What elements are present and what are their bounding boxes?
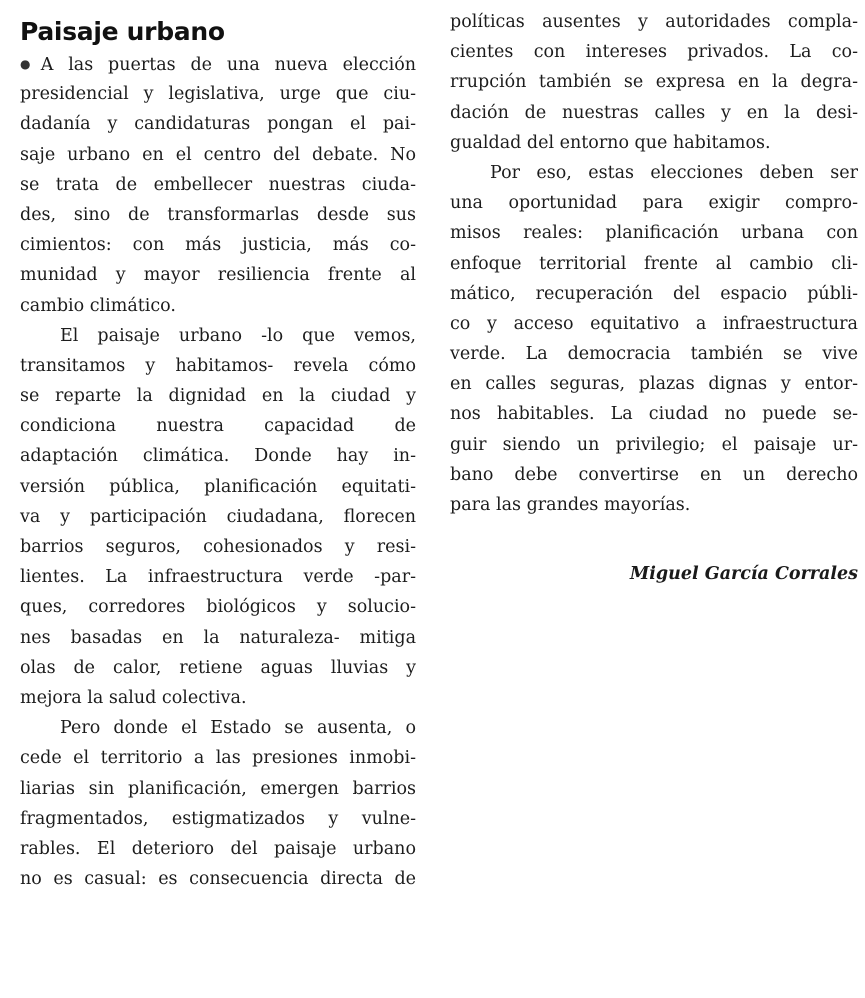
right-column: [450, 0, 858, 584]
text-line: ●A las puertas de una nueva elección: [20, 55, 416, 75]
text-line: liarias sin planificación, emergen barrios: [20, 778, 416, 799]
text-line: políticas ausentes y autoridades compla-: [450, 12, 858, 32]
text-line: transitamos y habitamos- revela cómo: [20, 355, 416, 376]
text-line: presidencial y legislativa, urge que ciu-: [20, 84, 416, 105]
text-line: una oportunidad para exigir compro-: [450, 193, 858, 214]
text-line: dadanía y candidaturas pongan el pai-: [20, 114, 416, 135]
text-line: mático, recuperación del espacio públi-: [450, 283, 858, 304]
text-line: El paisaje urbano -lo que vemos,: [60, 325, 416, 346]
text-line: va y participación ciudadana, florecen: [20, 506, 416, 527]
text-line: versión pública, planificación equitati-: [20, 476, 416, 497]
text-line: adaptación climática. Donde hay in-: [20, 446, 416, 467]
text-line: guir siendo un privilegio; el paisaje ur-: [450, 434, 858, 455]
left-column: [20, 0, 416, 894]
text-line: barrios seguros, cohesionados y resi-: [20, 537, 416, 557]
text-line: bano debe convertirse en un derecho: [450, 464, 858, 485]
text-line: rables. El deterioro del paisaje urbano: [20, 838, 416, 859]
text-line: fragmentados, estigmatizados y vulne-: [20, 808, 416, 829]
text-line: co y acceso equitativo a infraestructura: [450, 313, 858, 334]
text-line: cede el territorio a las presiones inmobi-: [20, 748, 416, 769]
text-line: misos reales: planificación urbana con: [450, 223, 858, 244]
text-line: dación de nuestras calles y en la desi-: [450, 102, 858, 123]
text-line: condiciona nuestra capacidad de: [20, 416, 416, 437]
text-line: cimientos: con más justicia, más co-: [20, 235, 416, 256]
text-line: munidad y mayor resiliencia frente al: [20, 265, 416, 286]
text-line: para las grandes mayorías.: [450, 495, 691, 515]
bullet-icon: ●: [20, 57, 40, 71]
text-line: saje urbano en el centro del debate. No: [20, 144, 416, 165]
text-line: cientes con intereses privados. La co-: [450, 42, 858, 63]
text-line: se reparte la dignidad en la ciudad y: [20, 386, 416, 407]
text-line: lientes. La infraestructura verde -par-: [20, 567, 416, 588]
text-line: enfoque territorial frente al cambio cli-: [450, 253, 858, 274]
text-line: nes basadas en la naturaleza- mitiga: [20, 627, 416, 648]
text-line: des, sino de transformarlas desde sus: [20, 204, 416, 225]
text-line: mejora la salud colectiva.: [20, 687, 247, 708]
text-line: verde. La democracia también se vive: [450, 344, 858, 365]
text-line: no es casual: es consecuencia directa de: [20, 869, 416, 890]
text-line: Por eso, estas elecciones deben ser: [490, 162, 858, 183]
text-line: en calles seguras, plazas dignas y entor-: [450, 374, 858, 395]
author-signature: Miguel García Corrales: [629, 564, 858, 585]
text-line: ques, corredores biológicos y solucio-: [20, 597, 416, 618]
text-line: gualdad del entorno que habitamos.: [450, 132, 771, 153]
text-line: se trata de embellecer nuestras ciuda-: [20, 174, 416, 195]
text-line: cambio climático.: [20, 295, 176, 316]
text-line: rrupción también se expresa en la degra-: [450, 72, 858, 93]
text-line: olas de calor, retiene aguas lluvias y: [20, 657, 416, 678]
article-title: Paisaje urbano: [20, 17, 225, 46]
text-line: nos habitables. La ciudad no puede se-: [450, 404, 858, 425]
text-line: Pero donde el Estado se ausenta, o: [60, 718, 416, 739]
